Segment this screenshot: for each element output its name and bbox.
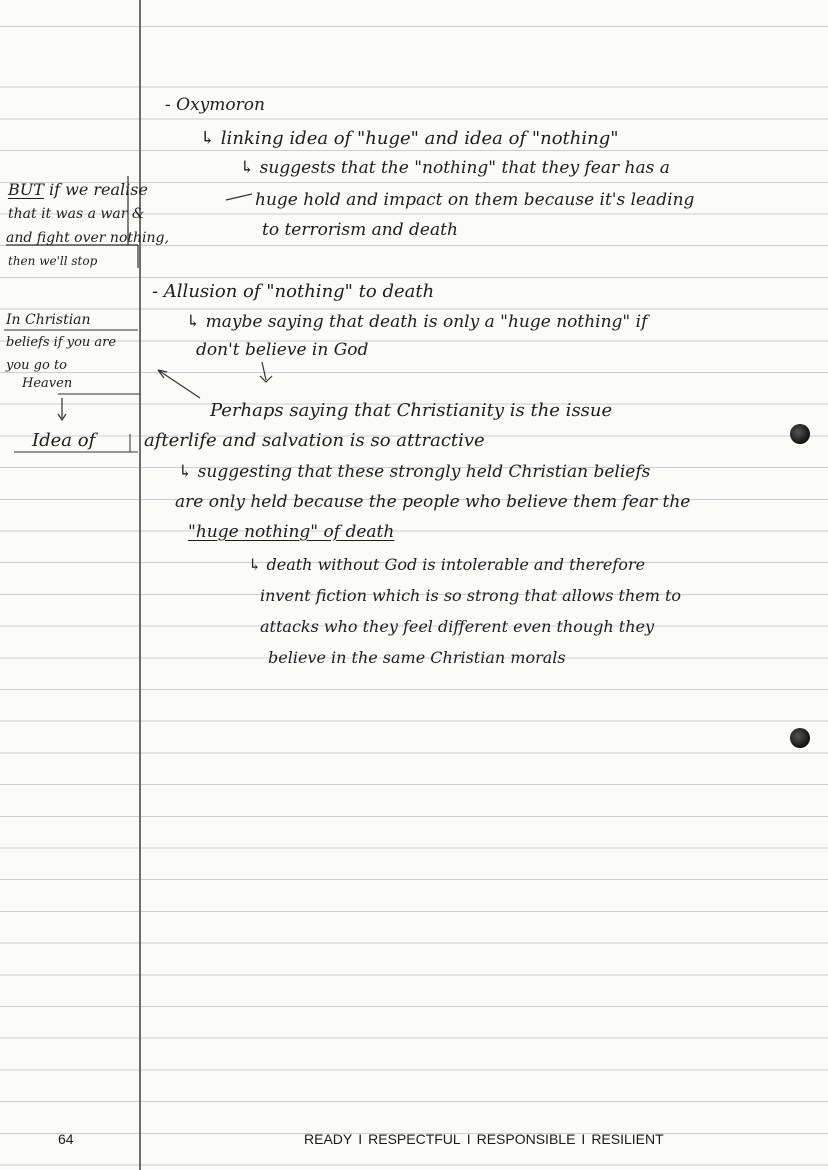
arrow-to-perhaps: [158, 370, 200, 398]
allusion-line-1: ↳ maybe saying that death is only a "huge nothing" if: [186, 312, 648, 332]
footer-value-responsible: RESPONSIBLE: [476, 1131, 576, 1147]
footer-value-respectful: RESPECTFUL: [368, 1131, 461, 1147]
death-line-1: ↳ death without God is intolerable and therefore: [248, 555, 646, 574]
margin-note-but-rest: if we realise: [49, 180, 148, 199]
afterlife-line: afterlife and salvation is so attractive: [144, 430, 485, 451]
oxymoron-line-3: huge hold and impact on them because it's leading: [255, 190, 695, 210]
oxymoron-line-1: ↳ linking idea of "huge" and idea of "nothing": [200, 128, 619, 149]
page-number: 64: [58, 1131, 74, 1147]
arrow-down-dont: [260, 362, 272, 382]
allusion-line-2: don't believe in God: [196, 340, 369, 360]
margin-note-christian-line-2: beliefs if you are: [6, 335, 117, 350]
margin-note-but-box: [6, 176, 138, 268]
footer-value-ready: READY: [304, 1131, 353, 1147]
connector-but-arrow: [226, 194, 252, 200]
perhaps-line: Perhaps saying that Christianity is the issue: [210, 400, 613, 421]
suggesting-line-1: ↳ suggesting that these strongly held Christian beliefs: [178, 462, 651, 482]
suggesting-line-3: "huge nothing" of death: [188, 522, 395, 542]
death-line-4: believe in the same Christian morals: [268, 648, 566, 667]
footer-school-values: [304, 1131, 664, 1147]
margin-note-but-word: BUT: [8, 180, 44, 199]
oxymoron-heading: - Oxymoron: [165, 95, 265, 115]
margin-note-but-line-3: and fight over nothing,: [6, 230, 169, 246]
allusion-heading: - Allusion of "nothing" to death: [152, 281, 435, 302]
margin-note-christian-line-1: In Christian: [6, 312, 91, 328]
arrow-down-heaven: [58, 398, 66, 420]
margin-note-christian-line-4: Heaven: [22, 376, 73, 391]
binder-hole-icon: [790, 424, 810, 444]
footer-value-resilient: RESILIENT: [591, 1131, 664, 1147]
margin-note-but-line-2: that it was a war &: [8, 206, 145, 222]
margin-note-christian-line-3: you go to: [6, 358, 68, 373]
footer-separator: I: [358, 1131, 363, 1147]
oxymoron-line-2: ↳ suggests that the "nothing" that they fear has a: [240, 158, 670, 178]
death-line-3: attacks who they feel different even though they: [260, 617, 655, 636]
margin-note-but-line-4: then we'll stop: [8, 254, 98, 268]
suggesting-line-2: are only held because the people who believe them fear the: [175, 492, 691, 512]
death-line-2: invent fiction which is so strong that allows them to: [260, 586, 682, 605]
binder-hole-icon: [790, 728, 810, 748]
oxymoron-line-4: to terrorism and death: [262, 220, 458, 240]
footer-separator: I: [581, 1131, 586, 1147]
margin-note-idea-of: Idea of: [32, 430, 96, 451]
footer-separator: I: [466, 1131, 471, 1147]
